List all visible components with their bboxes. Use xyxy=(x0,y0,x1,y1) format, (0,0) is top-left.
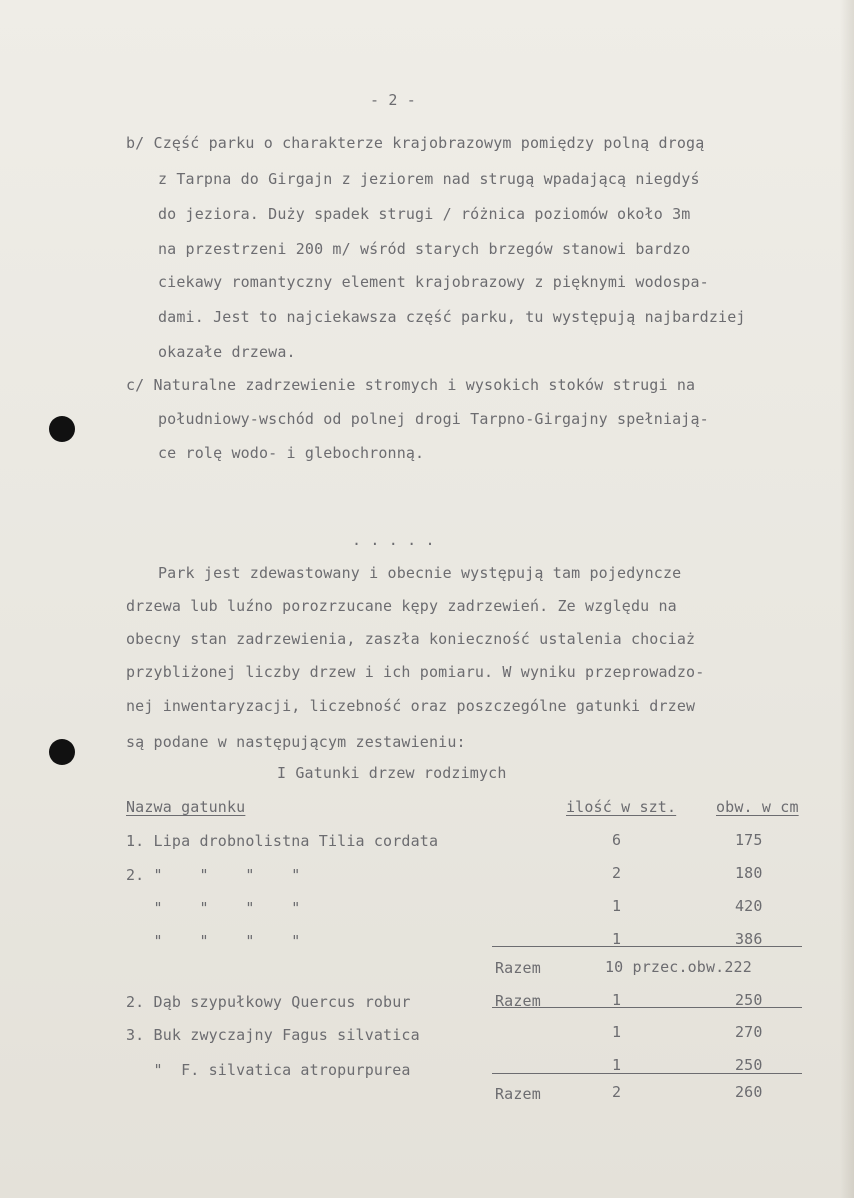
table-row-prefix: Razem xyxy=(495,992,541,1010)
table-row-name: 2. " " " " xyxy=(126,866,301,884)
section-c-line: ce rolę wodo- i glebochronną. xyxy=(158,444,425,462)
separator: . . . . . xyxy=(352,531,435,549)
table-row-count: 1 xyxy=(612,991,622,1009)
section-b-line: ciekawy romantyczny element krajobrazowy z pięknymi wodospa- xyxy=(158,273,709,291)
table-row-count: 1 xyxy=(612,930,622,948)
table-row-circumference: 250 xyxy=(735,991,763,1009)
section-c-line: c/ Naturalne zadrzewienie stromych i wysokich stoków strugi na xyxy=(126,376,696,394)
section-b-line: do jeziora. Duży spadek strugi / różnica poziomów około 3m xyxy=(158,205,691,223)
paragraph-line: drzewa lub luźno porozrzucane kępy zadrzewień. Ze względu na xyxy=(126,597,677,615)
punch-hole-icon xyxy=(49,739,75,765)
table-header-count: ilość w szt. xyxy=(566,798,677,816)
table-row-circumference: 250 xyxy=(735,1056,763,1074)
table-row-prefix: Razem xyxy=(495,1085,541,1103)
table-row-name: 1. Lipa drobnolistna Tilia cordata xyxy=(126,832,439,850)
paragraph-line: Park jest zdewastowany i obecnie występują tam pojedyncze xyxy=(158,564,682,582)
section-b-line: dami. Jest to najciekawsza część parku, tu występują najbardziej xyxy=(158,308,746,326)
table-row-circumference: 270 xyxy=(735,1023,763,1041)
table-row-circumference: 175 xyxy=(735,831,763,849)
table-row-name: " " " " xyxy=(126,899,301,917)
page-number: - 2 - xyxy=(370,91,416,109)
table-title: I Gatunki drzew rodzimych xyxy=(277,764,507,782)
table-row-name: " " " " xyxy=(126,932,301,950)
table-row-count: 1 xyxy=(612,897,622,915)
paragraph-line: obecny stan zadrzewienia, zaszła konieczność ustalenia chociaż xyxy=(126,630,696,648)
sum-rule xyxy=(492,1007,802,1008)
table-row-name: 3. Buk zwyczajny Fagus silvatica xyxy=(126,1026,420,1044)
table-row-count: 2 xyxy=(612,864,622,882)
table-header-circumference: obw. w cm xyxy=(716,798,799,816)
table-row-name: " F. silvatica atropurpurea xyxy=(126,1061,411,1079)
section-b-line: b/ Część parku o charakterze krajobrazowym pomiędzy polną drogą xyxy=(126,134,705,152)
paragraph-line: przybliżonej liczby drzew i ich pomiaru. W wyniku przeprowadzo- xyxy=(126,663,705,681)
sum-rule xyxy=(492,1073,802,1074)
section-b-line: z Tarpna do Girgajn z jeziorem nad strugą wpadającą niegdyś xyxy=(158,170,700,188)
table-row-count: 1 xyxy=(612,1056,622,1074)
page-edge-shadow xyxy=(840,0,854,1198)
paragraph-line: nej inwentaryzacji, liczebność oraz poszczególne gatunki drzew xyxy=(126,697,696,715)
section-b-line: na przestrzeni 200 m/ wśród starych brzegów stanowi bardzo xyxy=(158,240,691,258)
table-header-name: Nazwa gatunku xyxy=(126,798,246,816)
table-row-prefix: Razem xyxy=(495,959,541,977)
table-row-circumference: 260 xyxy=(735,1083,763,1101)
table-row-name: 2. Dąb szypułkowy Quercus robur xyxy=(126,993,411,1011)
table-row-circumference: 386 xyxy=(735,930,763,948)
sum-rule xyxy=(492,946,802,947)
section-c-line: południowy-wschód od polnej drogi Tarpno-Girgajny spełniają- xyxy=(158,410,709,428)
table-row-count: 10 przec.obw.222 xyxy=(605,958,752,976)
section-b-line: okazałe drzewa. xyxy=(158,343,296,361)
table-row-count: 1 xyxy=(612,1023,622,1041)
table-row-circumference: 420 xyxy=(735,897,763,915)
punch-hole-icon xyxy=(49,416,75,442)
table-row-circumference: 180 xyxy=(735,864,763,882)
table-row-count: 6 xyxy=(612,831,622,849)
paragraph-line: są podane w następującym zestawieniu: xyxy=(126,733,466,751)
table-row-count: 2 xyxy=(612,1083,622,1101)
